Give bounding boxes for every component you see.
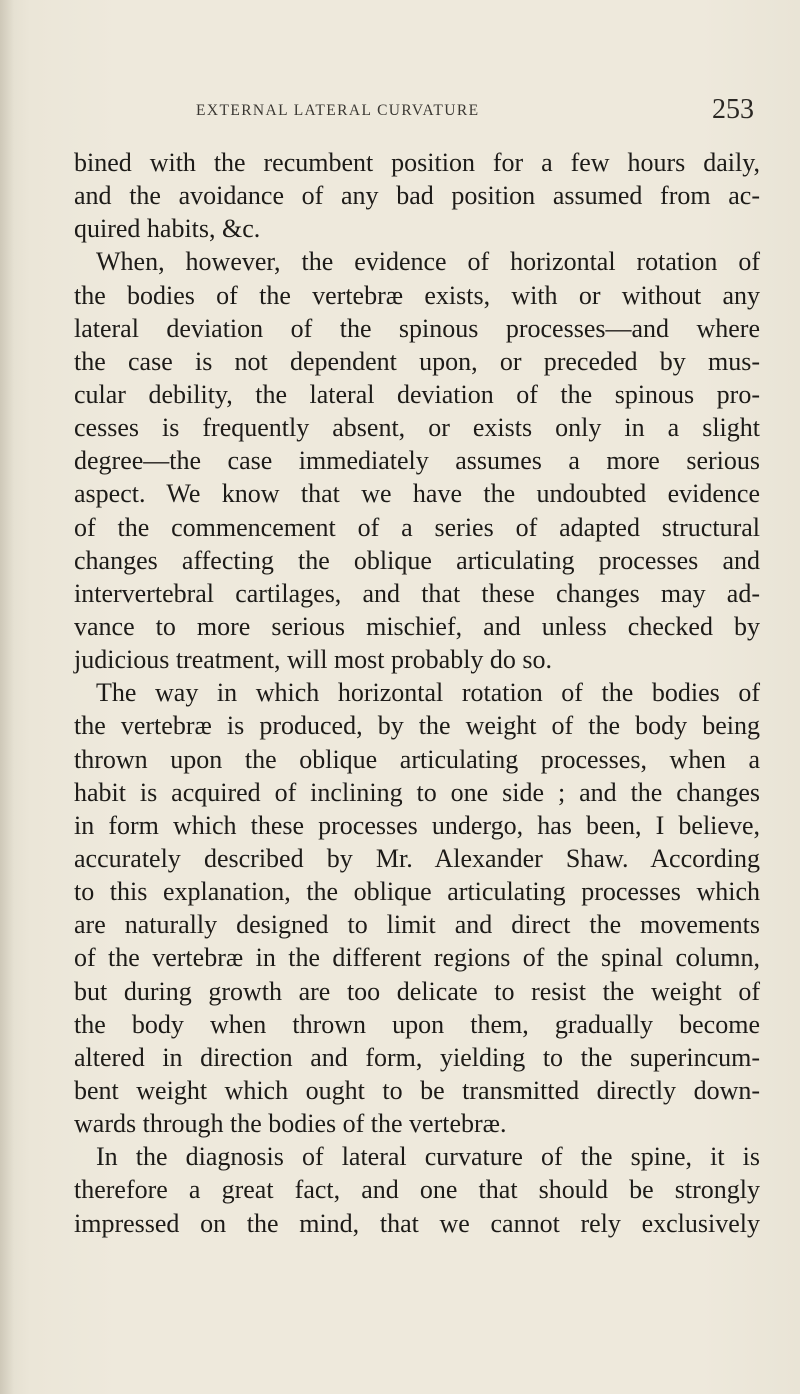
text-line: The way in which horizontal rotation of the bodies of [96,678,760,708]
text-line: bent weight which ought to be transmitted directly down- [74,1075,760,1105]
text-line: therefore a great fact, and one that should be strongly [74,1175,760,1205]
text-line: vance to more serious mischief, and unless checked by [74,611,760,641]
text-line: but during growth are too delicate to resist the weight of [74,976,760,1006]
text-line: intervertebral cartilages, and that these changes may ad- [74,578,760,608]
text-line: are naturally designed to limit and direct the movements [74,910,760,940]
text-line: lateral deviation of the spinous processes—and where [74,313,760,343]
text-line: in form which these processes undergo, has been, I believe, [74,810,760,840]
text-line: degree—the case immediately assumes a more serious [74,446,760,476]
text-line: to this explanation, the oblique articulating processes which [74,877,760,907]
text-line: accurately described by Mr. Alexander Shaw. According [74,843,760,873]
text-line: of the commencement of a series of adapted structural [74,512,760,542]
text-line: cesses is frequently absent, or exists only in a slight [74,413,760,443]
text-line: quired habits, &c. [74,214,261,244]
text-line: wards through the bodies of the vertebræ. [74,1109,507,1139]
text-line: impressed on the mind, that we cannot rely exclusively [74,1208,760,1238]
text-line: the bodies of the vertebræ exists, with or without any [74,280,760,310]
text-line: the vertebræ is produced, by the weight of the body being [74,711,760,741]
text-line: bined with the recumbent position for a few hours daily, [74,148,760,177]
running-title: EXTERNAL LATERAL CURVATURE [196,102,480,119]
text-line: judicious treatment, will most probably do so. [74,645,553,675]
running-head [60,94,760,134]
body-text [74,146,760,1240]
text-line: cular debility, the lateral deviation of the spinous pro- [74,379,760,409]
text-line: In the diagnosis of lateral curvature of the spine, it is [96,1142,760,1172]
text-line: habit is acquired of inclining to one side ; and the changes [74,777,760,807]
text-line: of the vertebræ in the different regions of the spinal column, [74,943,760,973]
text-line: and the avoidance of any bad position assumed from ac- [74,181,760,211]
text-line: altered in direction and form, yielding to the superincum- [74,1042,760,1072]
text-line: aspect. We know that we have the undoubted evidence [74,479,760,509]
text-line: When, however, the evidence of horizontal rotation of [96,247,760,277]
text-line: changes affecting the oblique articulating processes and [74,545,760,575]
text-line: the case is not dependent upon, or preceded by mus- [74,346,760,376]
text-line: thrown upon the oblique articulating processes, when a [74,744,760,774]
text-line: the body when thrown upon them, gradually become [74,1009,760,1039]
page-number: 253 [712,94,754,125]
binding-shadow [0,0,14,1394]
